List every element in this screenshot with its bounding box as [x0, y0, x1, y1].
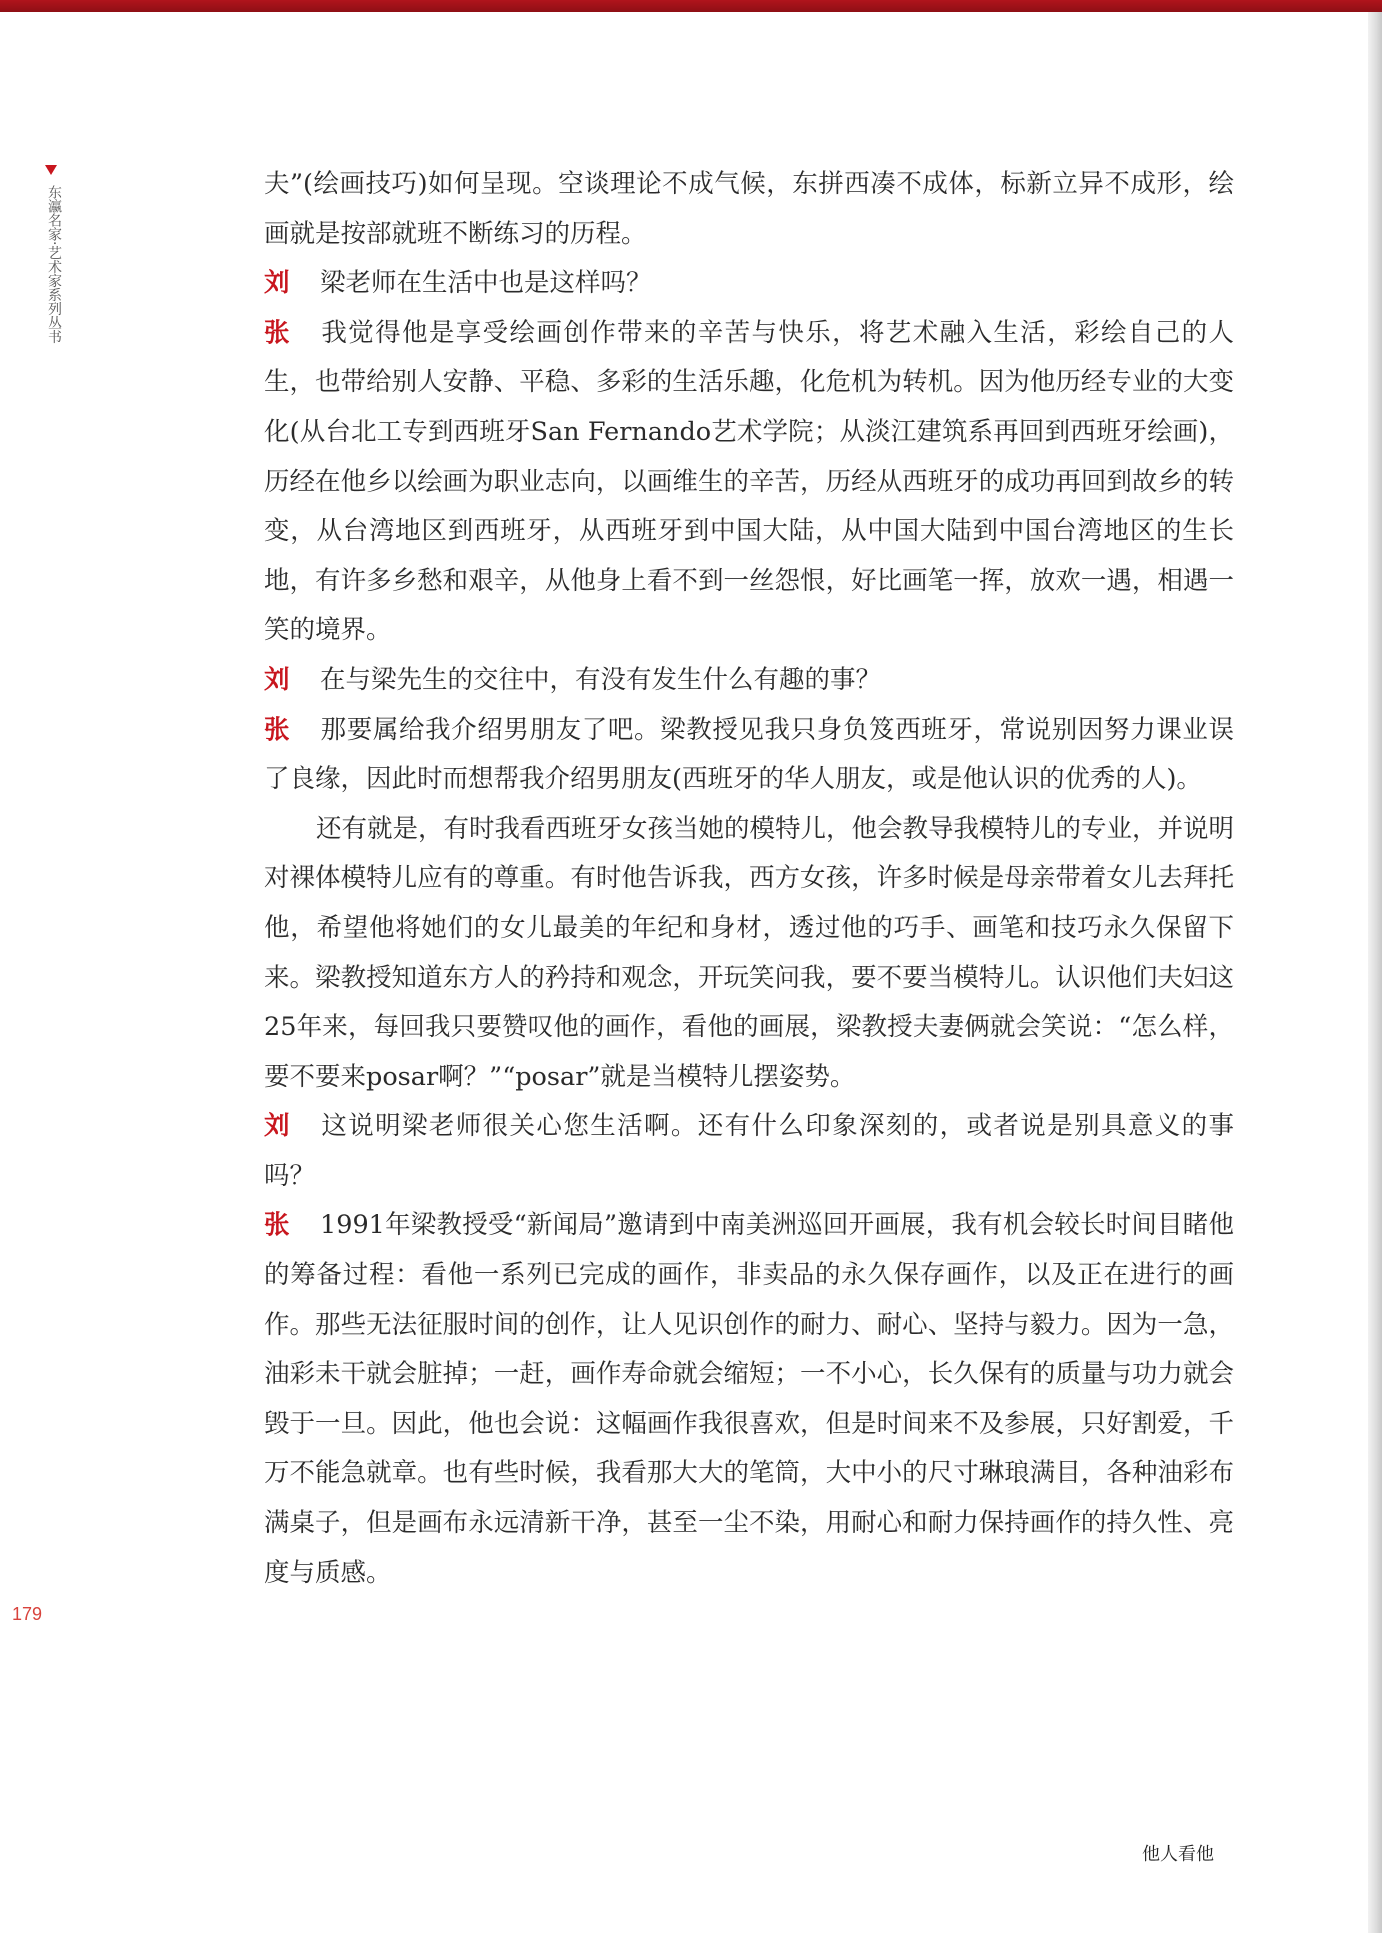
dialogue-text: 1991年梁教授受“新闻局”邀请到中南美洲巡回开画展，我有机会较长时间目睹他的筹备过程：看他一系列已完成的画作，非卖品的永久保存画作，以及正在进行的画作。那些无法征服时间的创作，让人见识创作的耐力、耐心、坚持与毅力。因为一急，油彩未干就会脏掉；一赶，画作寿命就会缩短；一不小心，长久保有的质量与功力就会毁于一旦。因此，他也会说：这幅画作我很喜欢，但是时间来不及参展，只好割爱，千万不能急就章。也有些时候，我看那大大的笔筒，大中小的尺寸琳琅满目，各种油彩布满桌子，但是画布永远清新干净，甚至一尘不染，用耐心和耐力保持画作的持久性、亮度与质感。	[264, 1210, 1234, 1588]
dialogue-question	[264, 1102, 1234, 1201]
speaker-label: 刘	[264, 268, 290, 299]
dialogue-text: 在与梁先生的交往中，有没有发生什么有趣的事？	[320, 664, 882, 695]
dialogue-answer	[264, 706, 1234, 805]
speaker-label: 刘	[264, 1111, 290, 1142]
dialogue-answer	[264, 1201, 1234, 1598]
speaker-label: 张	[264, 1210, 290, 1241]
dialogue-text: 这说明梁老师很关心您生活啊。还有什么印象深刻的，或者说是别具意义的事吗？	[264, 1111, 1234, 1191]
dialogue-answer	[264, 309, 1234, 656]
page-edge-shadow	[1368, 12, 1382, 1933]
section-footer: 他人看他	[1142, 1844, 1214, 1864]
page-number: 179	[12, 1604, 43, 1624]
paragraph: 夫”(绘画技巧)如何呈现。空谈理论不成气候，东拼西凑不成体，标新立异不成形，绘画就是按部就班不断练习的历程。	[264, 169, 1234, 249]
dialogue-question	[264, 656, 1234, 706]
dialogue-text: 那要属给我介绍男朋友了吧。梁教授见我只身负笈西班牙，常说别因努力课业误了良缘，因此时而想帮我介绍男朋友(西班牙的华人朋友，或是他认识的优秀的人)。	[264, 714, 1234, 795]
dialogue-question	[264, 259, 1234, 309]
series-title: 东瀛名家·艺术家系列丛书	[46, 185, 62, 344]
speaker-label: 张	[264, 714, 290, 745]
paragraph: 还有就是，有时我看西班牙女孩当她的模特儿，他会教导我模特儿的专业，并说明对裸体模特儿应有的尊重。有时他告诉我，西方女孩，许多时候是母亲带着女儿去拜托他，希望他将她们的女儿最美的年纪和身材，透过他的巧手、画笔和技巧永久保留下来。梁教授知道东方人的矜持和观念，开玩笑问我，要不要当模特儿。认识他们夫妇这25年来，每回我只要赞叹他的画作，看他的画展，梁教授夫妻俩就会笑说：“怎么样，要不要来posar啊？”“posar”就是当模特儿摆姿势。	[264, 813, 1235, 1092]
speaker-label: 刘	[264, 664, 290, 695]
article-body	[264, 160, 1234, 1598]
top-color-band	[0, 0, 1382, 12]
triangle-marker-icon	[45, 165, 57, 175]
dialogue-text: 梁老师在生活中也是这样吗？	[320, 268, 652, 299]
speaker-label: 张	[264, 317, 290, 348]
dialogue-text: 我觉得他是享受绘画创作带来的辛苦与快乐，将艺术融入生活，彩绘自己的人生，也带给别人安静、平稳、多彩的生活乐趣，化危机为转机。因为他历经专业的大变化(从台北工专到西班牙San Fernando艺术学院；从淡江建筑系再回到西班牙绘画)，历经在他乡以绘画为职业志向，以画维生的辛苦，历经从西班牙的成功再回到故乡的转变，从台湾地区到西班牙，从西班牙到中国大陆，从中国大陆到中国台湾地区的生长地，有许多乡愁和艰辛，从他身上看不到一丝怨恨，好比画笔一挥，放欢一遇，相遇一笑的境界。	[264, 317, 1234, 646]
